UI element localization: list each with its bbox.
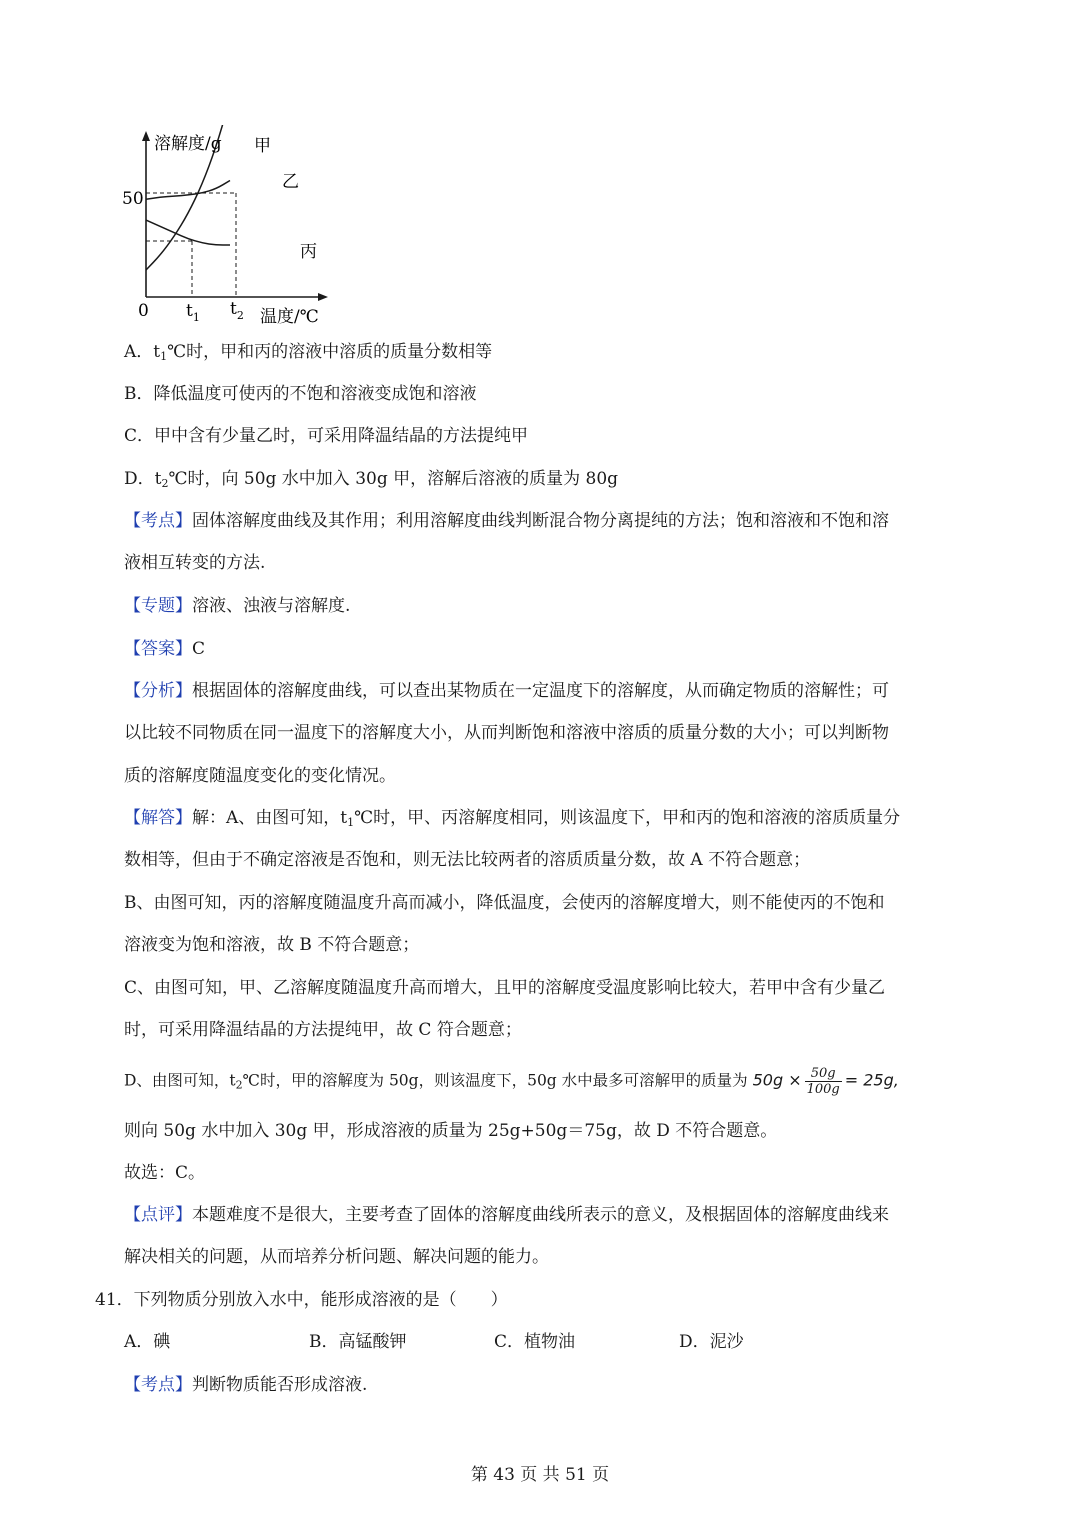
kaodian-line1: 【考点】固体溶解度曲线及其作用；利用溶解度曲线判断混合物分离提纯的方法；饱和溶液和不饱和溶 [124,511,889,531]
jieda-line5: C、由图可知，甲、乙溶解度随温度升高而增大，且甲的溶解度受温度影响比较大，若甲中含有少量乙 [124,978,886,998]
kaodian2-line: 【考点】判断物质能否形成溶液. [124,1375,368,1395]
q41-choice-d: D．泥沙 [679,1332,744,1352]
option-d: D．$t_2℃$时，向 50g 水中加入 30g 甲，溶解后溶液的质量为 80g [124,469,619,490]
solubility-chart [110,125,350,335]
jieda-line8: 则向 50g 水中加入 30g 甲，形成溶液的质量为 25g+50g＝75g，故 D 不符合题意。 [124,1121,778,1141]
q41-choice-b: B．高锰酸钾 [309,1332,407,1352]
y-axis-label: 溶解度/g [154,134,222,154]
fenxi-line3: 质的溶解度随温度变化的变化情况。 [124,766,396,786]
q41-choices [124,1331,864,1353]
jieda-line2: 数相等，但由于不确定溶液是否饱和，则无法比较两者的溶质质量分数，故 A 不符合题意； [124,850,811,870]
kaodian2-tag: 【考点】 [124,1375,192,1395]
jieda-line7: D、由图可知，$t_2℃$时，甲的溶解度为 50g，则该温度下，50g 水中最多可溶解甲的质量为 50g × $\frac{50g}{100g}$ = 25g, [124,1066,899,1097]
jieda-tag: 【解答】 [124,808,192,828]
q41-stem: 41．下列物质分别放入水中，能形成溶液的是（ ） [95,1290,508,1310]
zhuanti-line: 【专题】溶液、浊液与溶解度. [124,596,351,616]
jieda-line1: 【解答】解：A、由图可知，$t_1℃$时，甲、丙溶解度相同，则该温度下，甲和丙的饱和溶液的溶质质量分 [124,808,901,829]
fraction: $\frac{50g}{100g}$ [806,1066,840,1097]
fenxi-line1: 【分析】根据固体的溶解度曲线，可以查出某物质在一定温度下的溶解度，从而确定物质的溶解性；可 [124,681,889,701]
fenxi-line2: 以比较不同物质在同一温度下的溶解度大小，从而判断饱和溶液中溶质的质量分数的大小；可以判断物 [124,723,889,743]
x-axis-arrow [318,293,328,301]
series-yi-line [146,181,230,200]
y-axis-arrow [142,131,150,141]
ytick-50: 50 [122,189,144,209]
series-bing-label: 丙 [300,242,317,262]
dianping-line2: 解决相关的问题，从而培养分析问题、解决问题的能力。 [124,1247,549,1267]
jieda-line4: 溶液变为饱和溶液，故 B 不符合题意； [124,935,420,955]
fenxi-tag: 【分析】 [124,681,192,701]
page-footer: 第 43 页 共 51 页 [470,1465,610,1485]
dianping-line1: 【点评】本题难度不是很大，主要考查了固体的溶解度曲线所表示的意义，及根据固体的溶解度曲线来 [124,1205,889,1225]
q41-choice-a: A．碘 [124,1332,171,1352]
jieda-line3: B、由图可知，丙的溶解度随温度升高而减小，降低温度，会使丙的溶解度增大，则不能使丙的不饱和 [124,893,885,913]
xtick-t1: $t_1$ [186,301,200,324]
x-axis-label: 温度/℃ [260,307,319,327]
jieda-line6: 时，可采用降温结晶的方法提纯甲，故 C 符合题意； [124,1020,522,1040]
daan-line: 【答案】C [124,639,206,659]
series-yi-label: 乙 [282,172,299,192]
option-c: C．甲中含有少量乙时，可采用降温结晶的方法提纯甲 [124,426,529,446]
series-jia-label: 甲 [254,136,271,156]
kaodian-line2: 液相互转变的方法. [124,553,266,573]
daan-tag: 【答案】 [124,639,192,659]
option-a: A．$t_1℃$时，甲和丙的溶液中溶质的质量分数相等 [124,342,493,363]
zhuanti-tag: 【专题】 [124,596,192,616]
origin-label: 0 [138,301,149,321]
option-b: B．降低温度可使丙的不饱和溶液变成饱和溶液 [124,384,477,404]
dianping-tag: 【点评】 [124,1205,192,1225]
q41-choice-c: C．植物油 [494,1332,576,1352]
xtick-t2: $t_2$ [230,299,244,322]
kaodian-tag: 【考点】 [124,511,192,531]
jieda-conclusion: 故选：C。 [124,1163,206,1183]
